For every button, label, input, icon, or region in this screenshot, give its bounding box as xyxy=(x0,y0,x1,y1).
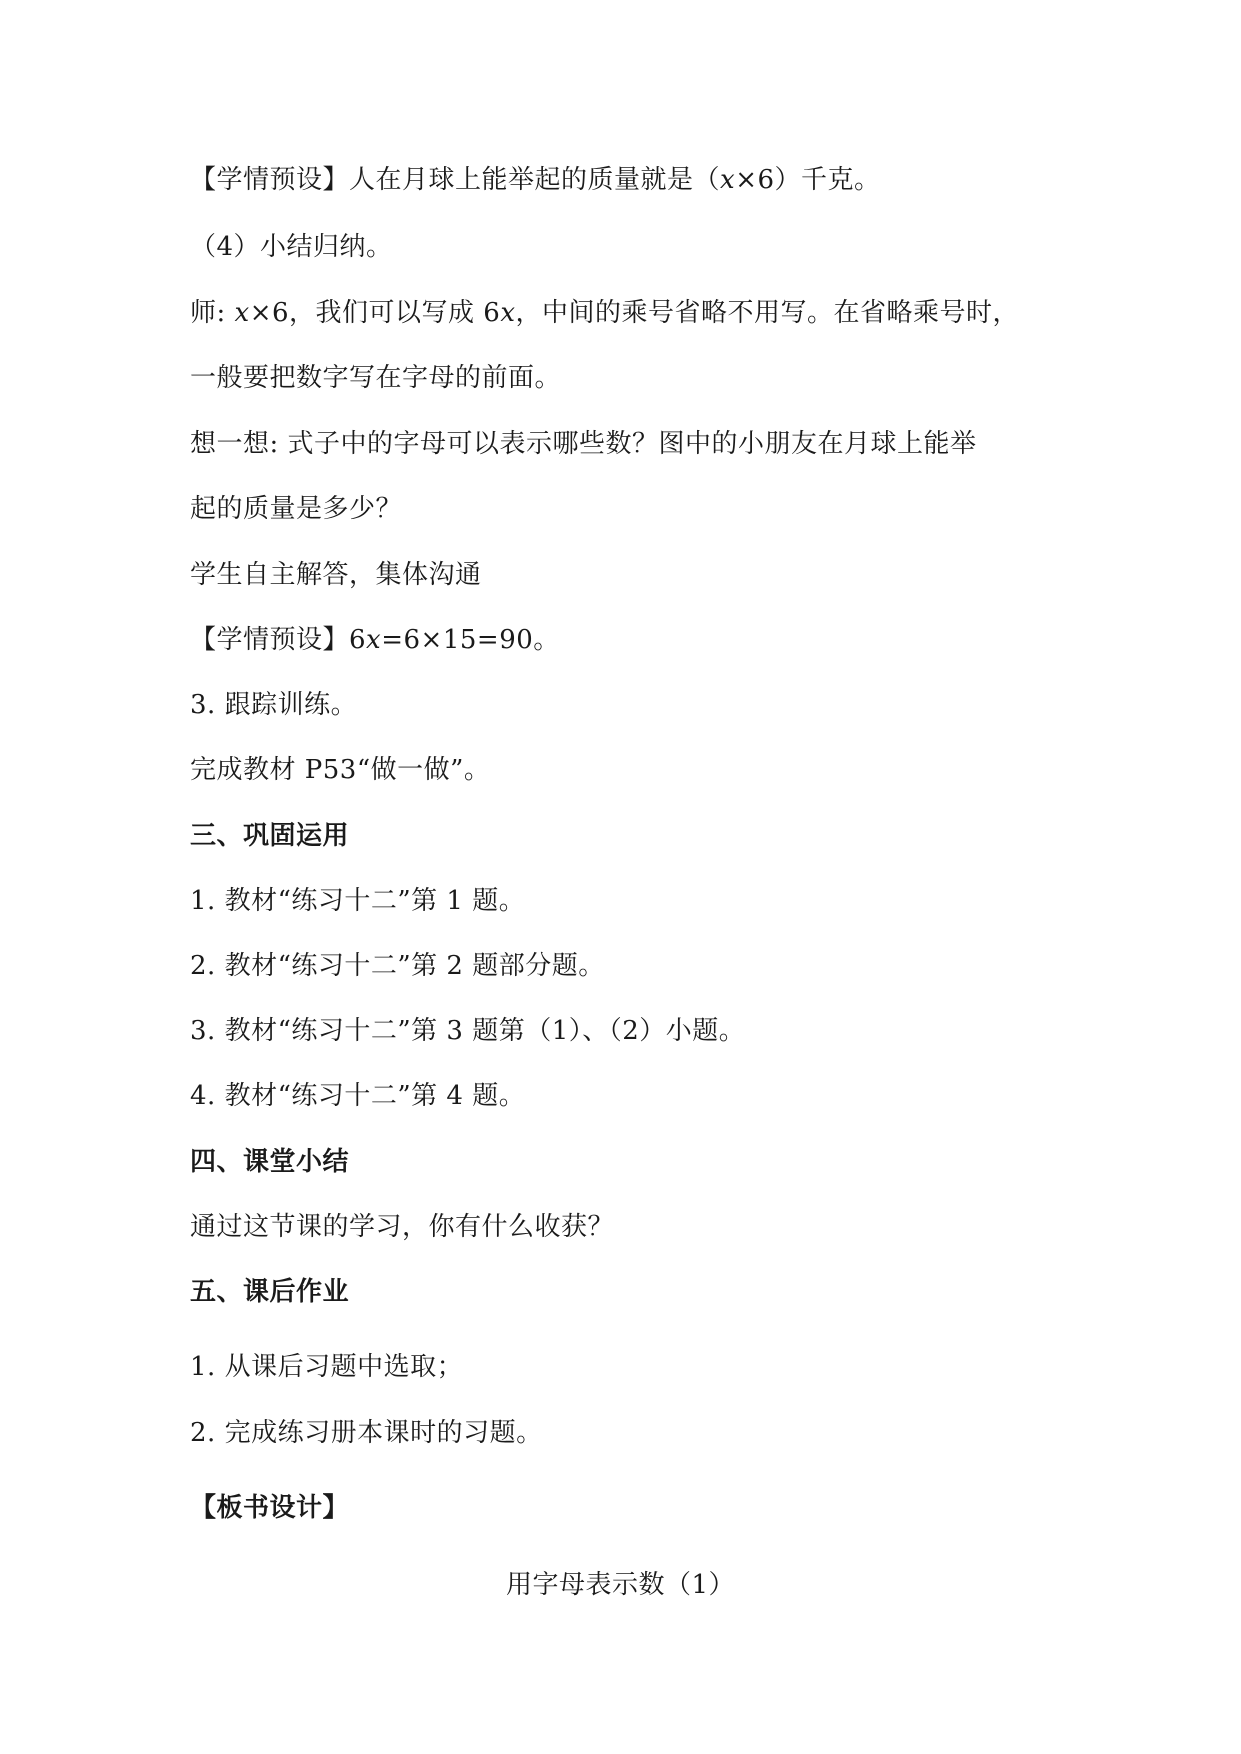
variable-x: x xyxy=(366,625,382,655)
section-heading-consolidate: 三、巩固运用 xyxy=(190,821,350,851)
homework-item-1: 1. 从课后习题中选取； xyxy=(190,1352,464,1382)
text-segment: 师: xyxy=(190,298,235,328)
step-summary: （4）小结归纳。 xyxy=(190,232,393,262)
teacher-explanation-cont: 一般要把数字写在字母的前面。 xyxy=(190,363,562,393)
text-segment: ×6，我们可以写成 6 xyxy=(249,298,501,328)
exercise-item-2: 2. 教材“练习十二”第 2 题部分题。 xyxy=(190,951,605,981)
text-segment: =6×15=90。 xyxy=(381,625,560,655)
variable-x: x xyxy=(720,165,736,195)
preset-calculation xyxy=(190,620,560,660)
homework-item-2: 2. 完成练习册本课时的习题。 xyxy=(190,1418,543,1448)
textbook-task: 完成教材 P53“做一做”。 xyxy=(190,755,491,785)
variable-x: x xyxy=(500,298,516,328)
exercise-item-3: 3. 教材“练习十二”第 3 题第（1）、（2）小题。 xyxy=(190,1016,746,1046)
exercise-item-1: 1. 教材“练习十二”第 1 题。 xyxy=(190,886,526,916)
variable-x: x xyxy=(234,298,250,328)
exercise-item-4: 4. 教材“练习十二”第 4 题。 xyxy=(190,1081,526,1111)
board-design-heading: 【板书设计】 xyxy=(190,1493,350,1523)
think-question: 想一想: 式子中的字母可以表示哪些数？图中的小朋友在月球上能举 xyxy=(190,429,977,459)
summary-question: 通过这节课的学习，你有什么收获？ xyxy=(190,1212,615,1242)
think-question-cont: 起的质量是多少？ xyxy=(190,494,403,524)
teacher-explanation xyxy=(190,293,1019,333)
text-segment: ，中间的乘号省略不用写。在省略乘号时， xyxy=(515,298,1020,328)
board-design-title: 用字母表示数（1） xyxy=(505,1570,736,1600)
text-segment: 【学情预设】人在月球上能举起的质量就是（ xyxy=(190,165,721,195)
step-follow-training: 3. 跟踪训练。 xyxy=(190,690,358,720)
text-segment: ×6）千克。 xyxy=(735,165,881,195)
section-heading-summary: 四、课堂小结 xyxy=(190,1147,350,1177)
student-activity: 学生自主解答，集体沟通 xyxy=(190,560,482,590)
section-heading-homework: 五、课后作业 xyxy=(190,1277,350,1307)
preset-moon-mass xyxy=(190,160,881,200)
text-segment: 【学情预设】6 xyxy=(190,625,367,655)
